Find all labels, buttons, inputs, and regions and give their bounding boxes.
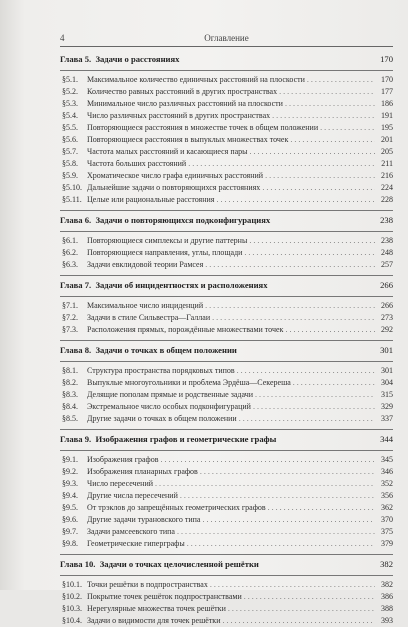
section-page: 301 (381, 366, 393, 375)
section-number: §9.6. (62, 515, 78, 524)
section-title: Другие задачи турановского типа . . . (87, 514, 375, 526)
section-title: Повторяющиеся расстояния в множестве точек в общем положении . . . (87, 122, 375, 134)
toc-entry (60, 615, 393, 627)
toc-entry (60, 466, 393, 478)
toc-entry (60, 86, 393, 98)
chapter-heading (60, 279, 393, 292)
toc-chapter (60, 429, 393, 550)
section-page: 224 (381, 183, 393, 192)
section-number: §10.3. (62, 604, 82, 613)
section-number: §6.1. (62, 236, 78, 245)
section-title: Экстремальное число особых подконфигураций . . . (87, 401, 375, 413)
chapter-heading (60, 433, 393, 446)
section-number: §9.4. (62, 491, 78, 500)
section-title: Задачи в стиле Сильвестра—Галлаи . . . (87, 312, 375, 324)
section-number: §6.3. (62, 260, 78, 269)
toc-entry (60, 454, 393, 466)
section-number: §9.3. (62, 479, 78, 488)
section-title: Выпуклые многоугольники и проблема Эрдёша—Секереша . . . (87, 377, 375, 389)
running-title: Оглавление (204, 33, 249, 43)
section-number: §9.7. (62, 527, 78, 536)
section-title: Целые или рациональные расстояния . . . (87, 194, 375, 206)
section-page: 362 (381, 503, 393, 512)
toc-entry (60, 146, 393, 158)
toc-entry (60, 514, 393, 526)
chapter-page: 382 (380, 559, 393, 569)
chapter-label: Глава 6. (60, 215, 92, 225)
section-number: §5.6. (62, 135, 78, 144)
section-page: 266 (381, 301, 393, 310)
chapter-rule-top (60, 429, 393, 430)
section-list (60, 365, 393, 425)
chapter-rule-top (60, 275, 393, 276)
chapter-heading (60, 214, 393, 227)
chapter-page: 266 (380, 280, 393, 290)
toc-entry (60, 312, 393, 324)
section-title: Задачи о видимости для точек решётки . . . (87, 615, 375, 627)
section-page: 370 (381, 515, 393, 524)
chapter-page: 301 (380, 345, 393, 355)
header-rule (60, 46, 393, 47)
section-number: §7.2. (62, 313, 78, 322)
chapter-heading (60, 344, 393, 357)
section-page: 257 (381, 260, 393, 269)
toc-chapter (60, 340, 393, 425)
section-number: §8.2. (62, 378, 78, 387)
section-title: Нерегулярные множества точек решётки . . . (87, 603, 375, 615)
section-title: Повторяющиеся расстояния в выпуклых множествах точек . . . (87, 134, 375, 146)
toc-entry (60, 365, 393, 377)
section-title: Хроматическое число графа единичных расстояний . . . (87, 170, 375, 182)
section-list (60, 579, 393, 627)
running-header (60, 33, 393, 46)
section-title: Изображения графов . . . (87, 454, 375, 466)
toc-entry (60, 182, 393, 194)
toc-entry (60, 490, 393, 502)
section-title: Частота малых расстояний и касающиеся пары . . . (87, 146, 375, 158)
toc-entry (60, 122, 393, 134)
chapter-heading (60, 53, 393, 66)
table-of-contents (60, 53, 393, 627)
section-number: §10.1. (62, 580, 82, 589)
toc-entry (60, 300, 393, 312)
section-title: Геометрические гиперграфы . . . (87, 538, 375, 550)
section-number: §9.5. (62, 503, 78, 512)
section-number: §5.10. (62, 183, 82, 192)
section-page: 346 (381, 467, 393, 476)
section-number: §5.3. (62, 99, 78, 108)
toc-entry (60, 158, 393, 170)
section-title: Повторяющиеся направления, углы, площади . . . (87, 247, 375, 259)
section-title: Минимальное число различных расстояний на плоскости . . . (87, 98, 375, 110)
section-title: Задачи рамсеевского типа . . . (87, 526, 375, 538)
chapter-rule-top (60, 210, 393, 211)
section-number: §5.5. (62, 123, 78, 132)
section-number: §7.3. (62, 325, 78, 334)
chapter-rule (60, 575, 393, 576)
toc-entry (60, 74, 393, 86)
section-title: Покрытие точек решёток подпространствами . . . (87, 591, 375, 603)
section-number: §8.1. (62, 366, 78, 375)
section-title: Задачи евклидовой теории Рамсея . . . (87, 259, 375, 271)
section-page: 356 (381, 491, 393, 500)
toc-entry (60, 502, 393, 514)
toc-entry (60, 401, 393, 413)
section-title: Структура пространства порядковых типов . . . (87, 365, 375, 377)
toc-entry (60, 110, 393, 122)
section-title: Число пересечений . . . (87, 478, 375, 490)
section-number: §8.5. (62, 414, 78, 423)
section-number: §5.11. (62, 195, 82, 204)
section-list (60, 454, 393, 550)
chapter-rule (60, 361, 393, 362)
section-page: 337 (381, 414, 393, 423)
section-page: 205 (381, 147, 393, 156)
section-page: 177 (381, 87, 393, 96)
toc-chapter (60, 210, 393, 271)
section-list (60, 300, 393, 336)
section-page: 201 (381, 135, 393, 144)
section-page: 228 (381, 195, 393, 204)
section-title: Другие задачи о точках в общем положении . . . (87, 413, 375, 425)
section-page: 329 (381, 402, 393, 411)
chapter-page: 344 (380, 434, 393, 444)
chapter-title: Изображения графов и геометрические графы (95, 434, 277, 444)
section-number: §8.4. (62, 402, 78, 411)
chapter-page: 170 (380, 54, 393, 64)
section-page: 216 (381, 171, 393, 180)
section-title: Изображения планарных графов . . . (87, 466, 375, 478)
toc-entry (60, 170, 393, 182)
section-number: §5.1. (62, 75, 78, 84)
section-page: 273 (381, 313, 393, 322)
toc-entry (60, 478, 393, 490)
chapter-rule-top (60, 340, 393, 341)
section-number: §9.2. (62, 467, 78, 476)
chapter-label: Глава 5. (60, 54, 92, 64)
section-page: 345 (381, 455, 393, 464)
toc-entry (60, 603, 393, 615)
chapter-label: Глава 8. (60, 345, 92, 355)
section-number: §10.4. (62, 616, 82, 625)
section-page: 191 (381, 111, 393, 120)
section-title: Количество равных расстояний в других пространствах . . . (87, 86, 375, 98)
toc-entry (60, 134, 393, 146)
section-number: §10.2. (62, 592, 82, 601)
chapter-title: Задачи о повторяющихся подконфигурациях (95, 215, 271, 225)
toc-entry (60, 194, 393, 206)
chapter-title: Задачи о расстояниях (95, 54, 180, 64)
section-number: §5.7. (62, 147, 78, 156)
section-number: §7.1. (62, 301, 78, 310)
toc-entry (60, 591, 393, 603)
toc-entry (60, 389, 393, 401)
section-page: 211 (381, 159, 393, 168)
section-page: 186 (381, 99, 393, 108)
section-page: 379 (381, 539, 393, 548)
section-list (60, 235, 393, 271)
section-page: 375 (381, 527, 393, 536)
toc-entry (60, 259, 393, 271)
chapter-rule-top (60, 554, 393, 555)
toc-chapter (60, 53, 393, 206)
section-number: §6.2. (62, 248, 78, 257)
section-title: Другие числа пересечений . . . (87, 490, 375, 502)
section-title: Максимальное количество единичных расстояний на плоскости . . . (87, 74, 375, 86)
section-list (60, 74, 393, 206)
section-number: §8.3. (62, 390, 78, 399)
section-number: §5.8. (62, 159, 78, 168)
section-title: От трэклов до запрещённых геометрических графов . . . (87, 502, 375, 514)
section-number: §5.2. (62, 87, 78, 96)
section-title: Частота больших расстояний . . . (87, 158, 375, 170)
section-page: 315 (381, 390, 393, 399)
section-page: 292 (381, 325, 393, 334)
section-page: 195 (381, 123, 393, 132)
section-page: 352 (381, 479, 393, 488)
section-number: §9.1. (62, 455, 78, 464)
toc-entry (60, 247, 393, 259)
toc-entry (60, 579, 393, 591)
chapter-title: Задачи об инцидентностях и расположениях (95, 280, 268, 290)
page-number: 4 (60, 33, 65, 43)
section-page: 388 (381, 604, 393, 613)
section-title: Точки решётки в подпространствах . . . (87, 579, 375, 591)
section-page: 304 (381, 378, 393, 387)
chapter-rule (60, 450, 393, 451)
section-number: §5.9. (62, 171, 78, 180)
section-title: Расположения прямых, порождённые множествами точек . . . (87, 324, 375, 336)
section-title: Дальнейшие задачи о повторяющихся расстояниях . . . (87, 182, 375, 194)
chapter-label: Глава 7. (60, 280, 92, 290)
chapter-rule (60, 70, 393, 71)
toc-entry (60, 377, 393, 389)
section-title: Максимальное число инциденций . . . (87, 300, 375, 312)
toc-entry (60, 413, 393, 425)
toc-entry (60, 324, 393, 336)
section-title: Делящие пополам прямые и родственные задачи . . . (87, 389, 375, 401)
section-page: 386 (381, 592, 393, 601)
section-page: 238 (381, 236, 393, 245)
section-title: Число различных расстояний в других пространствах . . . (87, 110, 375, 122)
chapter-title: Задачи о точках целочисленной решётки (99, 559, 259, 569)
toc-chapter (60, 554, 393, 627)
toc-entry (60, 526, 393, 538)
section-page: 382 (381, 580, 393, 589)
toc-entry (60, 98, 393, 110)
section-number: §5.4. (62, 111, 78, 120)
chapter-label: Глава 9. (60, 434, 92, 444)
section-page: 170 (381, 75, 393, 84)
chapter-label: Глава 10. (60, 559, 96, 569)
section-page: 393 (381, 616, 393, 625)
chapter-title: Задачи о точках в общем положении (95, 345, 237, 355)
toc-entry (60, 235, 393, 247)
toc-entry (60, 538, 393, 550)
chapter-heading (60, 558, 393, 571)
chapter-rule (60, 231, 393, 232)
chapter-rule (60, 296, 393, 297)
chapter-page: 238 (380, 215, 393, 225)
section-number: §9.8. (62, 539, 78, 548)
section-page: 248 (381, 248, 393, 257)
toc-chapter (60, 275, 393, 336)
section-title: Повторяющиеся симплексы и другие паттерны . . . (87, 235, 375, 247)
